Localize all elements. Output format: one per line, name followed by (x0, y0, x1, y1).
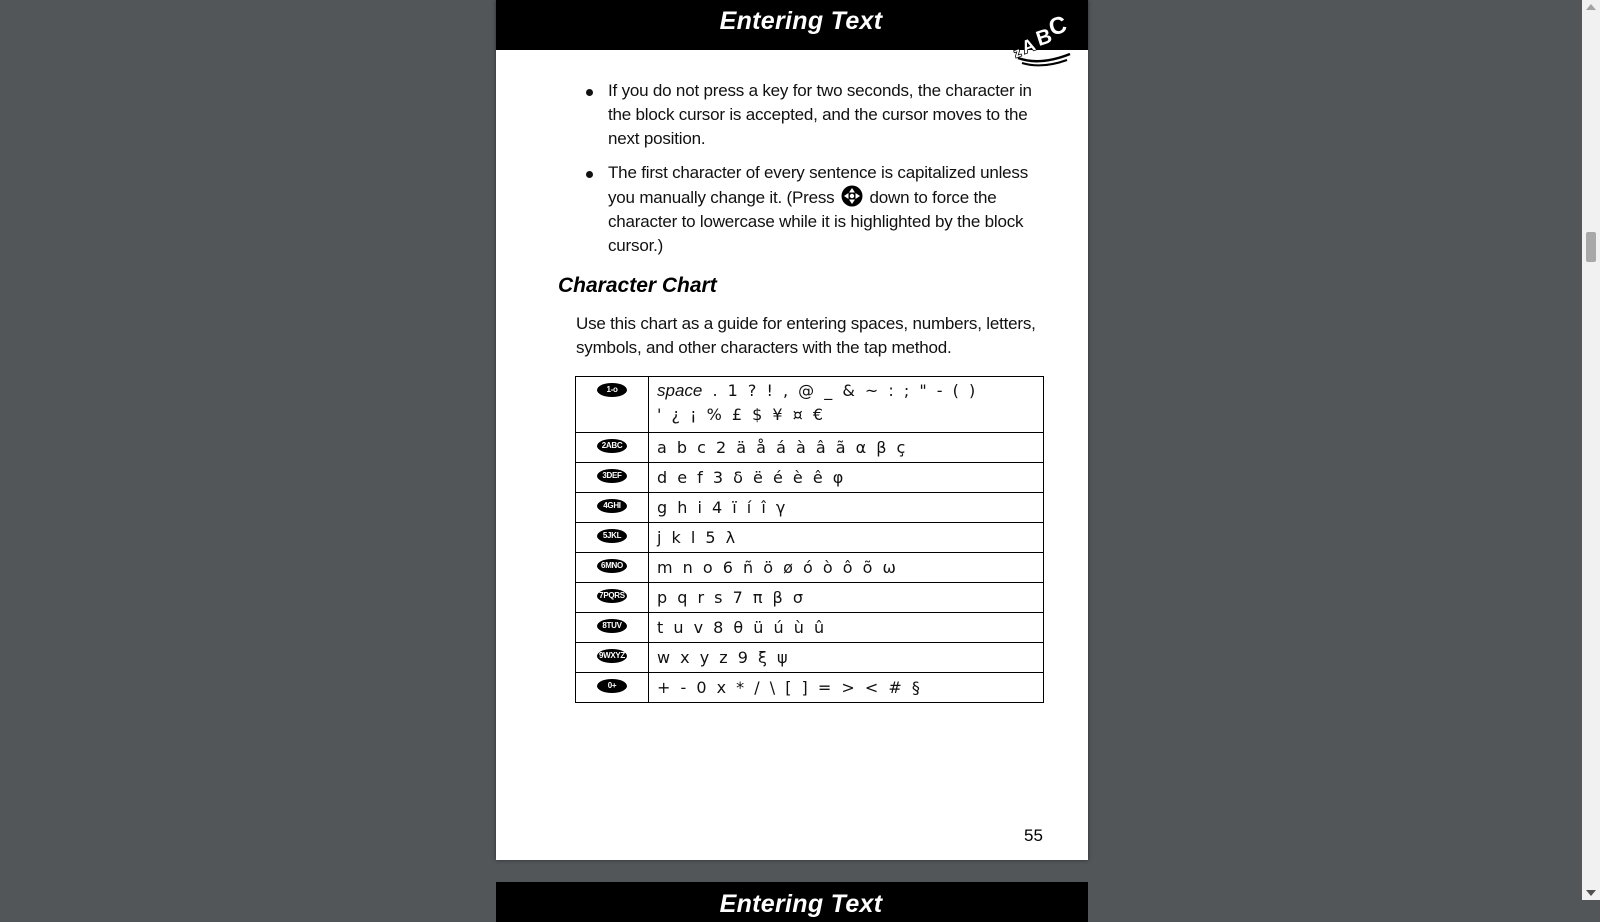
key-cell (576, 463, 649, 493)
bullet-item (586, 79, 1036, 151)
key-cell (576, 643, 649, 673)
svg-text:C: C (1045, 11, 1070, 42)
characters-line: t u v 8 θ ü ú ù û (657, 617, 825, 637)
page-number: 55 (1024, 826, 1043, 845)
section-intro: Use this chart as a guide for entering spaces, numbers, letters, symbols, and other characters with the tap method. (576, 314, 1036, 357)
table-row (576, 377, 1044, 433)
bullet-item (586, 161, 1036, 258)
next-page-header-title: Entering Text (719, 890, 883, 918)
key-cell (576, 553, 649, 583)
table-row (576, 673, 1044, 703)
characters-cell (649, 377, 1044, 433)
characters-cell (649, 493, 1044, 523)
table-row (576, 463, 1044, 493)
bullet-text: If you do not press a key for two seconds, the character in the block cursor is accepted, and the cursor moves to the next position. (608, 81, 1032, 148)
section-title: Character Chart (558, 274, 717, 297)
table-row (576, 433, 1044, 463)
table-row (576, 613, 1044, 643)
key-cell (576, 583, 649, 613)
character-chart-table (575, 376, 1044, 703)
table-row (576, 523, 1044, 553)
characters-cell (649, 583, 1044, 613)
key-6-icon: 6MNO (597, 559, 627, 573)
svg-text:B: B (1033, 24, 1055, 51)
table-row (576, 493, 1044, 523)
key-4-icon: 4GHI (597, 499, 627, 513)
characters-cell (649, 553, 1044, 583)
key-cell (576, 523, 649, 553)
table-row (576, 643, 1044, 673)
zabc-logo-icon (1012, 12, 1074, 68)
characters-line: w x y z 9 ξ ψ (657, 647, 788, 667)
key-cell (576, 377, 649, 433)
bullet-text-before: The first character of every sentence is capitalized unless you manually change it. (Press (608, 163, 1029, 207)
header-title: Entering Text (719, 7, 883, 35)
key-9-icon: 9WXYZ (597, 649, 627, 663)
space-label: space (657, 381, 703, 400)
key-0-icon: 0+ (597, 679, 627, 693)
key-cell (576, 613, 649, 643)
next-document-page (496, 882, 1088, 922)
scrollbar-thumb[interactable] (1586, 232, 1596, 262)
key-cell (576, 433, 649, 463)
characters-line: m n o 6 ñ ö ø ó ò ô õ ω (657, 557, 896, 577)
bullet-list (586, 79, 1036, 268)
characters-cell (649, 523, 1044, 553)
vertical-scrollbar[interactable] (1582, 0, 1600, 900)
characters-cell (649, 673, 1044, 703)
key-2-icon: 2ABC (597, 439, 627, 453)
key-cell (576, 493, 649, 523)
characters-cell (649, 433, 1044, 463)
navigation-key-icon (841, 185, 863, 207)
characters-line: j k l 5 λ (657, 527, 736, 547)
characters-cell (649, 613, 1044, 643)
characters-line: + - 0 x * / \ [ ] = > < # § (657, 677, 920, 697)
characters-line: a b c 2 ä å á à â ã α β ç (657, 437, 906, 457)
key-5-icon: 5JKL (597, 529, 627, 543)
next-page-header (496, 882, 1088, 922)
characters-line: d e f 3 δ ë é è ê φ (657, 467, 844, 487)
key-cell (576, 673, 649, 703)
page-header (496, 0, 1088, 61)
characters-line: g h i 4 ï í î γ (657, 497, 786, 517)
bullet-text-after: down to force the character to lowercase while it is highlighted by the block cursor.) (608, 188, 1024, 255)
table-row (576, 583, 1044, 613)
key-3-icon: 3DEF (597, 469, 627, 483)
svg-text:A: A (1018, 34, 1038, 58)
characters-line: p q r s 7 π β σ (657, 587, 803, 607)
key-1-icon: 1-o (597, 383, 627, 397)
key-7-icon: 7PQRS (597, 589, 627, 603)
characters-line: space . 1 ? ! , @ _ & ~ : ; " - ( ) (657, 381, 976, 400)
svg-text:z: z (1011, 44, 1023, 61)
document-page (496, 0, 1088, 860)
scroll-down-arrow-icon[interactable] (1586, 890, 1596, 896)
key-8-icon: 8TUV (597, 619, 627, 633)
table-row (576, 553, 1044, 583)
characters-cell (649, 643, 1044, 673)
characters-line: ' ¿ ¡ % £ $ ¥ ¤ € (657, 405, 824, 424)
characters-cell (649, 463, 1044, 493)
scroll-up-arrow-icon[interactable] (1586, 4, 1596, 10)
